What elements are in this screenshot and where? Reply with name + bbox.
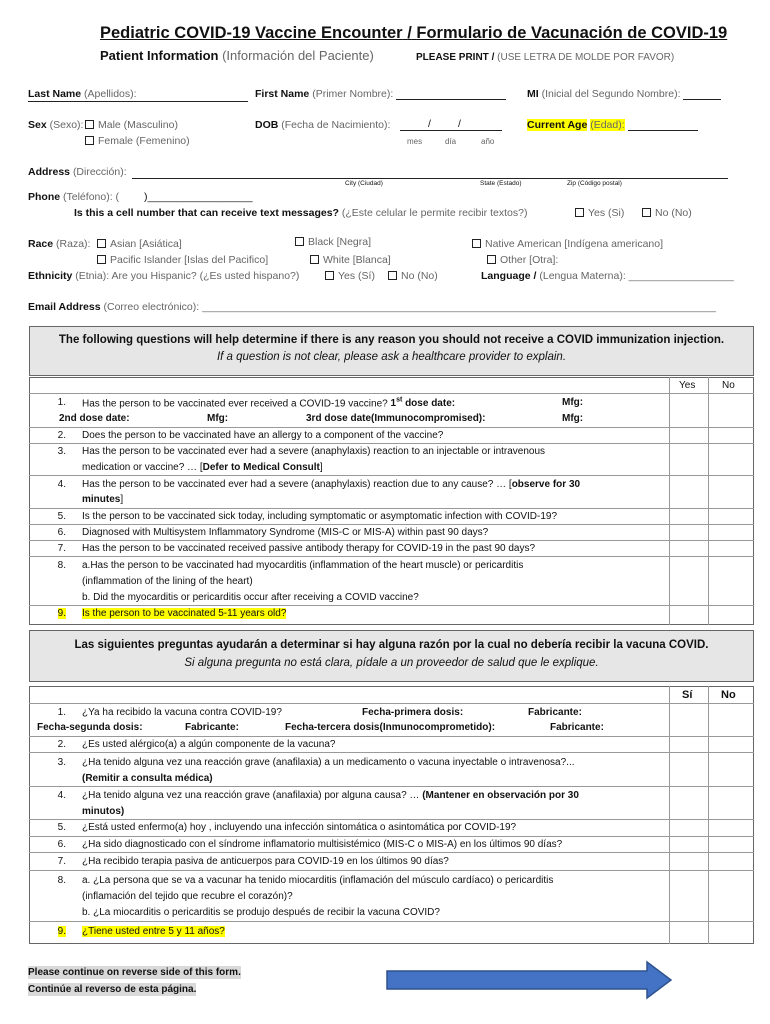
en-q4-text-a-plain: Has the person to be vaccinated ever had a severe (anaphylaxis) reaction due to any cause? … [ bbox=[82, 479, 512, 490]
race-pacific-option[interactable] bbox=[97, 254, 268, 266]
race-white-option[interactable] bbox=[310, 254, 391, 266]
es-q7-number: 7. bbox=[57, 856, 66, 867]
hispanic-yes-option[interactable] bbox=[325, 270, 375, 282]
english-heading: The following questions will help determine if there is any reason you should not receive a COVID immunization injection. bbox=[58, 334, 725, 346]
city-hint: City (Ciudad) bbox=[345, 180, 383, 187]
cell-question-text: Is this a cell number that can receive text messages? bbox=[74, 207, 339, 219]
hispanic-no-option[interactable] bbox=[388, 270, 438, 282]
last-name-line[interactable] bbox=[28, 101, 248, 102]
es-q1-text: ¿Ya ha recibido la vacuna contra COVID-19? bbox=[82, 707, 282, 718]
race-native-checkbox[interactable] bbox=[472, 239, 481, 248]
spanish-heading-box bbox=[29, 630, 754, 682]
last-name-label-es: (Apellidos): bbox=[84, 88, 137, 100]
hispanic-no-checkbox[interactable] bbox=[388, 271, 397, 280]
es-q4-text-a bbox=[82, 790, 579, 801]
es-q5-text: ¿Está usted enfermo(a) hoy , incluyendo una infección sintomática o asintomática por COVID-19? bbox=[82, 822, 517, 833]
es-q6-number: 6. bbox=[57, 839, 66, 850]
es-q8-text-c: b. ¿La miocarditis o pericarditis se produjo después de recibir la vacuna COVID? bbox=[82, 907, 440, 918]
first-name-label: First Name bbox=[255, 88, 310, 100]
phone-field[interactable] bbox=[28, 191, 253, 203]
es-q1-number: 1. bbox=[57, 707, 66, 718]
en-q9-number-wrap bbox=[50, 608, 66, 619]
es-q5-number: 5. bbox=[57, 822, 66, 833]
en-q4-text-b bbox=[82, 494, 123, 505]
en-q1-dose1-num: 1 bbox=[390, 398, 397, 410]
race-pacific-checkbox[interactable] bbox=[97, 255, 106, 264]
en-q1-dose2: 2nd dose date: bbox=[59, 413, 130, 424]
es-q6-text: ¿Ha sido diagnosticado con el síndrome inflamatorio multisistémico (MIS-C o MIS-A) en los últimos 90 días? bbox=[82, 839, 563, 850]
en-q9-number: 9. bbox=[57, 608, 66, 619]
current-age-line[interactable] bbox=[628, 120, 698, 131]
phone-line[interactable]: )__________________ bbox=[143, 191, 253, 203]
es-q3-number: 3. bbox=[57, 757, 66, 768]
race-black-option[interactable] bbox=[295, 236, 371, 248]
dob-dia-hint: día bbox=[445, 137, 457, 146]
address-line[interactable] bbox=[132, 178, 728, 179]
cell-no-option[interactable] bbox=[642, 207, 692, 219]
page-title bbox=[100, 24, 727, 43]
first-name-field[interactable] bbox=[255, 88, 506, 100]
es-q3-text-b: (Remitir a consulta médica) bbox=[82, 773, 213, 784]
es-q1-dose3: Fecha-tercera dosis(Inmunocomprometido): bbox=[285, 722, 496, 733]
en-q1-mfg3: Mfg: bbox=[562, 413, 584, 424]
phone-label-es: (Teléfono): ( bbox=[63, 191, 120, 203]
cell-no-label: No (No) bbox=[655, 207, 692, 219]
hispanic-yes-label: Yes (Sí) bbox=[338, 270, 375, 282]
email-label: Email Address bbox=[28, 301, 101, 313]
race-white-checkbox[interactable] bbox=[310, 255, 319, 264]
en-q1-dose1-sup: st bbox=[396, 397, 403, 404]
es-q8-text-a: a. ¿La persona que se va a vacunar ha tenido miocarditis (inflamación del músculo cardíaco) o pericarditis bbox=[82, 875, 554, 886]
ethnicity-label-es: (Etnia): Are you Hispanic? (¿Es usted hispano?) bbox=[75, 270, 300, 282]
sex-label: Sex bbox=[28, 119, 47, 131]
sex-label-es: (Sexo): bbox=[49, 119, 84, 131]
cell-yes-option[interactable] bbox=[575, 207, 624, 219]
mi-field[interactable] bbox=[527, 88, 721, 100]
race-field bbox=[28, 238, 90, 250]
title-english: Pediatric COVID-19 Vaccine Encounter bbox=[100, 24, 403, 42]
current-age-label: Current Age bbox=[527, 119, 588, 131]
email-label-es: (Correo electrónico): ________________________________________________________________________________________ bbox=[103, 301, 716, 313]
language-field[interactable] bbox=[481, 270, 734, 282]
es-q8-number: 8. bbox=[57, 875, 66, 886]
dob-slash-2: / bbox=[458, 118, 461, 130]
male-option[interactable] bbox=[85, 119, 178, 131]
last-name-field[interactable] bbox=[28, 88, 137, 100]
language-label: Language / bbox=[481, 270, 537, 282]
race-other-label: Other [Otra]: bbox=[500, 254, 559, 266]
dob-label: DOB bbox=[255, 119, 279, 131]
hispanic-yes-checkbox[interactable] bbox=[325, 271, 334, 280]
footer-continue-es: Continúe al reverso de esta página. bbox=[28, 984, 197, 995]
es-q1-fab2: Fabricante: bbox=[185, 722, 239, 733]
patient-info-label-es: (Información del Paciente) bbox=[222, 48, 374, 63]
en-q3-text-b-plain: medication or vaccine? … [ bbox=[82, 462, 203, 473]
dob-ano-hint: año bbox=[481, 137, 495, 146]
es-q2-number: 2. bbox=[57, 739, 66, 750]
en-q1-dose3: 3rd dose date(Immunocompromised): bbox=[306, 413, 486, 424]
es-q9-number-wrap bbox=[50, 926, 66, 937]
race-asian-checkbox[interactable] bbox=[97, 239, 106, 248]
es-q8-text-b: (inflamación del tejido que recubre el corazón)? bbox=[82, 891, 293, 902]
en-q1-number: 1. bbox=[57, 397, 66, 408]
race-label-es: (Raza): bbox=[56, 238, 91, 250]
es-q4-number: 4. bbox=[57, 790, 66, 801]
hispanic-no-label: No (No) bbox=[401, 270, 438, 282]
cell-no-checkbox[interactable] bbox=[642, 208, 651, 217]
address-field[interactable] bbox=[28, 166, 127, 178]
en-q1-mfg1: Mfg: bbox=[562, 397, 584, 408]
first-name-line[interactable] bbox=[396, 89, 506, 100]
en-q7-number: 7. bbox=[57, 543, 66, 554]
address-label-es: (Dirección): bbox=[72, 166, 127, 178]
race-asian-label: Asian [Asiática] bbox=[110, 238, 182, 250]
cell-question bbox=[74, 207, 527, 219]
title-separator: / bbox=[407, 24, 412, 42]
es-q9-number: 9. bbox=[57, 926, 66, 937]
print-instruction bbox=[416, 52, 674, 63]
patient-info-header bbox=[100, 48, 374, 63]
title-spanish: Formulario de Vacunación de COVID-19 bbox=[416, 24, 728, 42]
en-q8-text-b: (inflammation of the lining of the heart) bbox=[82, 576, 253, 587]
phone-label: Phone bbox=[28, 191, 61, 203]
en-q3-text-b bbox=[82, 462, 323, 473]
zip-hint: Zip (Código postal) bbox=[567, 180, 622, 187]
spanish-no-header: No bbox=[721, 689, 736, 701]
first-name-label-es: (Primer Nombre): bbox=[312, 88, 394, 100]
en-q4-text-b-end: ] bbox=[120, 494, 124, 505]
dob-field[interactable] bbox=[255, 119, 390, 131]
patient-info-label: Patient Information bbox=[100, 48, 219, 63]
en-q1 bbox=[82, 397, 455, 409]
en-q5-text: Is the person to be vaccinated sick today, including symptomatic or asymptomatic infection with COVID-19? bbox=[82, 511, 558, 522]
male-label: Male (Masculino) bbox=[98, 119, 178, 131]
spanish-heading: Las siguientes preguntas ayudarán a determinar si hay alguna razón por la cual no debería recibir la vacuna COVID. bbox=[74, 639, 709, 651]
en-q2-number: 2. bbox=[57, 430, 66, 441]
en-q4-text-a-bold: observe for 30 bbox=[511, 479, 581, 490]
race-asian-option[interactable] bbox=[97, 238, 182, 250]
race-native-label: Native American [Indígena americano] bbox=[485, 238, 664, 250]
current-age-label-es: (Edad): bbox=[590, 119, 625, 131]
spanish-subheading: Si alguna pregunta no está clara, pídale a un proveedor de salud que le explique. bbox=[184, 657, 599, 669]
en-q1-text: Has the person to be vaccinated ever received a COVID-19 vaccine? bbox=[82, 398, 388, 410]
es-q4-text-a-plain: ¿Ha tenido alguna vez una reacción grave (anafilaxia) por alguna causa? … bbox=[82, 790, 420, 801]
en-q1-mfg2: Mfg: bbox=[207, 413, 229, 424]
mi-label: MI bbox=[527, 88, 539, 100]
es-q1-dose2: Fecha-segunda dosis: bbox=[37, 722, 143, 733]
en-q1-dose1-label: dose date: bbox=[402, 398, 456, 410]
spanish-yes-header: Sí bbox=[682, 689, 693, 701]
en-q8-text-a: a.Has the person to be vaccinated had myocarditis (inflammation of the heart muscle) or pericarditis bbox=[82, 560, 524, 571]
es-q1-dose1: Fecha-primera dosis: bbox=[362, 707, 464, 718]
es-q4-text-a-bold: (Mantener en observación por 30 bbox=[422, 790, 579, 801]
en-q3-text-b-bold: Defer to Medical Consult bbox=[202, 462, 320, 473]
male-checkbox[interactable] bbox=[85, 120, 94, 129]
es-q1-fab1: Fabricante: bbox=[528, 707, 582, 718]
es-q1-fab3: Fabricante: bbox=[550, 722, 604, 733]
print-label: PLEASE PRINT / bbox=[416, 52, 495, 63]
race-other-checkbox[interactable] bbox=[487, 255, 496, 264]
female-option[interactable] bbox=[85, 135, 190, 147]
en-q8-number: 8. bbox=[57, 560, 66, 571]
en-q8-text-c: b. Did the myocarditis or pericarditis occur after receiving a COVID vaccine? bbox=[82, 592, 419, 603]
mi-line[interactable] bbox=[683, 89, 721, 100]
print-label-es: (USE LETRA DE MOLDE POR FAVOR) bbox=[497, 52, 675, 63]
female-label: Female (Femenino) bbox=[98, 135, 190, 147]
sex-field bbox=[28, 119, 83, 131]
en-q6-number: 6. bbox=[57, 527, 66, 538]
es-q3-text-a: ¿Ha tenido alguna vez una reacción grave (anafilaxia) a un medicamento o vacuna inyectable o intravenosa?... bbox=[82, 757, 575, 768]
en-q3-text-b-end: ] bbox=[319, 462, 323, 473]
current-age-field[interactable] bbox=[527, 119, 698, 131]
address-label: Address bbox=[28, 166, 71, 178]
race-label: Race bbox=[28, 238, 54, 250]
en-q3-number: 3. bbox=[57, 446, 66, 457]
cell-question-text-es: (¿Este celular le permite recibir textos?) bbox=[341, 207, 528, 219]
en-q5-number: 5. bbox=[57, 511, 66, 522]
es-q2-text: ¿Es usted alérgico(a) a algún componente de la vacuna? bbox=[82, 739, 336, 750]
female-checkbox[interactable] bbox=[85, 136, 94, 145]
state-hint: State (Estado) bbox=[480, 180, 522, 187]
race-other-option[interactable] bbox=[487, 254, 558, 266]
mi-label-es: (Inicial del Segundo Nombre): bbox=[541, 88, 681, 100]
dob-line[interactable] bbox=[400, 130, 502, 131]
race-black-label: Black [Negra] bbox=[308, 236, 372, 248]
en-q9-wrap bbox=[82, 608, 286, 619]
footer-continue-en: Please continue on reverse side of this form. bbox=[28, 967, 241, 978]
english-no-header: No bbox=[722, 380, 735, 391]
en-q4-text-a bbox=[82, 479, 580, 490]
race-native-option[interactable] bbox=[472, 238, 663, 250]
es-q7-text: ¿Ha recibido terapia pasiva de anticuerpos para COVID-19 en los últimos 90 días? bbox=[82, 856, 449, 867]
dob-label-es: (Fecha de Nacimiento): bbox=[281, 119, 391, 131]
language-label-es: (Lengua Materna): __________________ bbox=[539, 270, 734, 282]
ethnicity-field bbox=[28, 270, 299, 282]
cell-yes-checkbox[interactable] bbox=[575, 208, 584, 217]
en-q3-text-a: Has the person to be vaccinated ever had a severe (anaphylaxis) reaction to an injectable or intravenous bbox=[82, 446, 546, 457]
race-pacific-label: Pacific Islander [Islas del Pacifico] bbox=[110, 254, 269, 266]
email-field[interactable] bbox=[28, 301, 716, 313]
dob-mes-hint: mes bbox=[407, 137, 423, 146]
en-q9-text: Is the person to be vaccinated 5-11 years old? bbox=[82, 608, 287, 619]
es-q9-text: ¿Tiene usted entre 5 y 11 años? bbox=[82, 926, 225, 937]
english-subheading: If a question is not clear, please ask a healthcare provider to explain. bbox=[216, 351, 567, 363]
en-q2-text: Does the person to be vaccinated have an allergy to a component of the vaccine? bbox=[82, 430, 444, 441]
ethnicity-label: Ethnicity bbox=[28, 270, 73, 282]
race-black-checkbox[interactable] bbox=[295, 237, 304, 246]
en-q6-text: Diagnosed with Multisystem Inflammatory Syndrome (MIS-C or MIS-A) within past 90 days? bbox=[82, 527, 489, 538]
en-q4-text-b-bold: minutes bbox=[82, 494, 121, 505]
en-q7-text: Has the person to be vaccinated received passive antibody therapy for COVID-19 in the past 90 days? bbox=[82, 543, 536, 554]
race-white-label: White [Blanca] bbox=[323, 254, 391, 266]
es-q9-wrap bbox=[82, 926, 225, 937]
arrow-right-icon bbox=[385, 960, 675, 1002]
dob-slash-1: / bbox=[428, 118, 431, 130]
es-q4-text-b: minutos) bbox=[82, 806, 125, 817]
last-name-label: Last Name bbox=[28, 88, 82, 100]
cell-yes-label: Yes (Si) bbox=[588, 207, 625, 219]
english-yes-header: Yes bbox=[679, 380, 696, 391]
en-q4-number: 4. bbox=[57, 479, 66, 490]
